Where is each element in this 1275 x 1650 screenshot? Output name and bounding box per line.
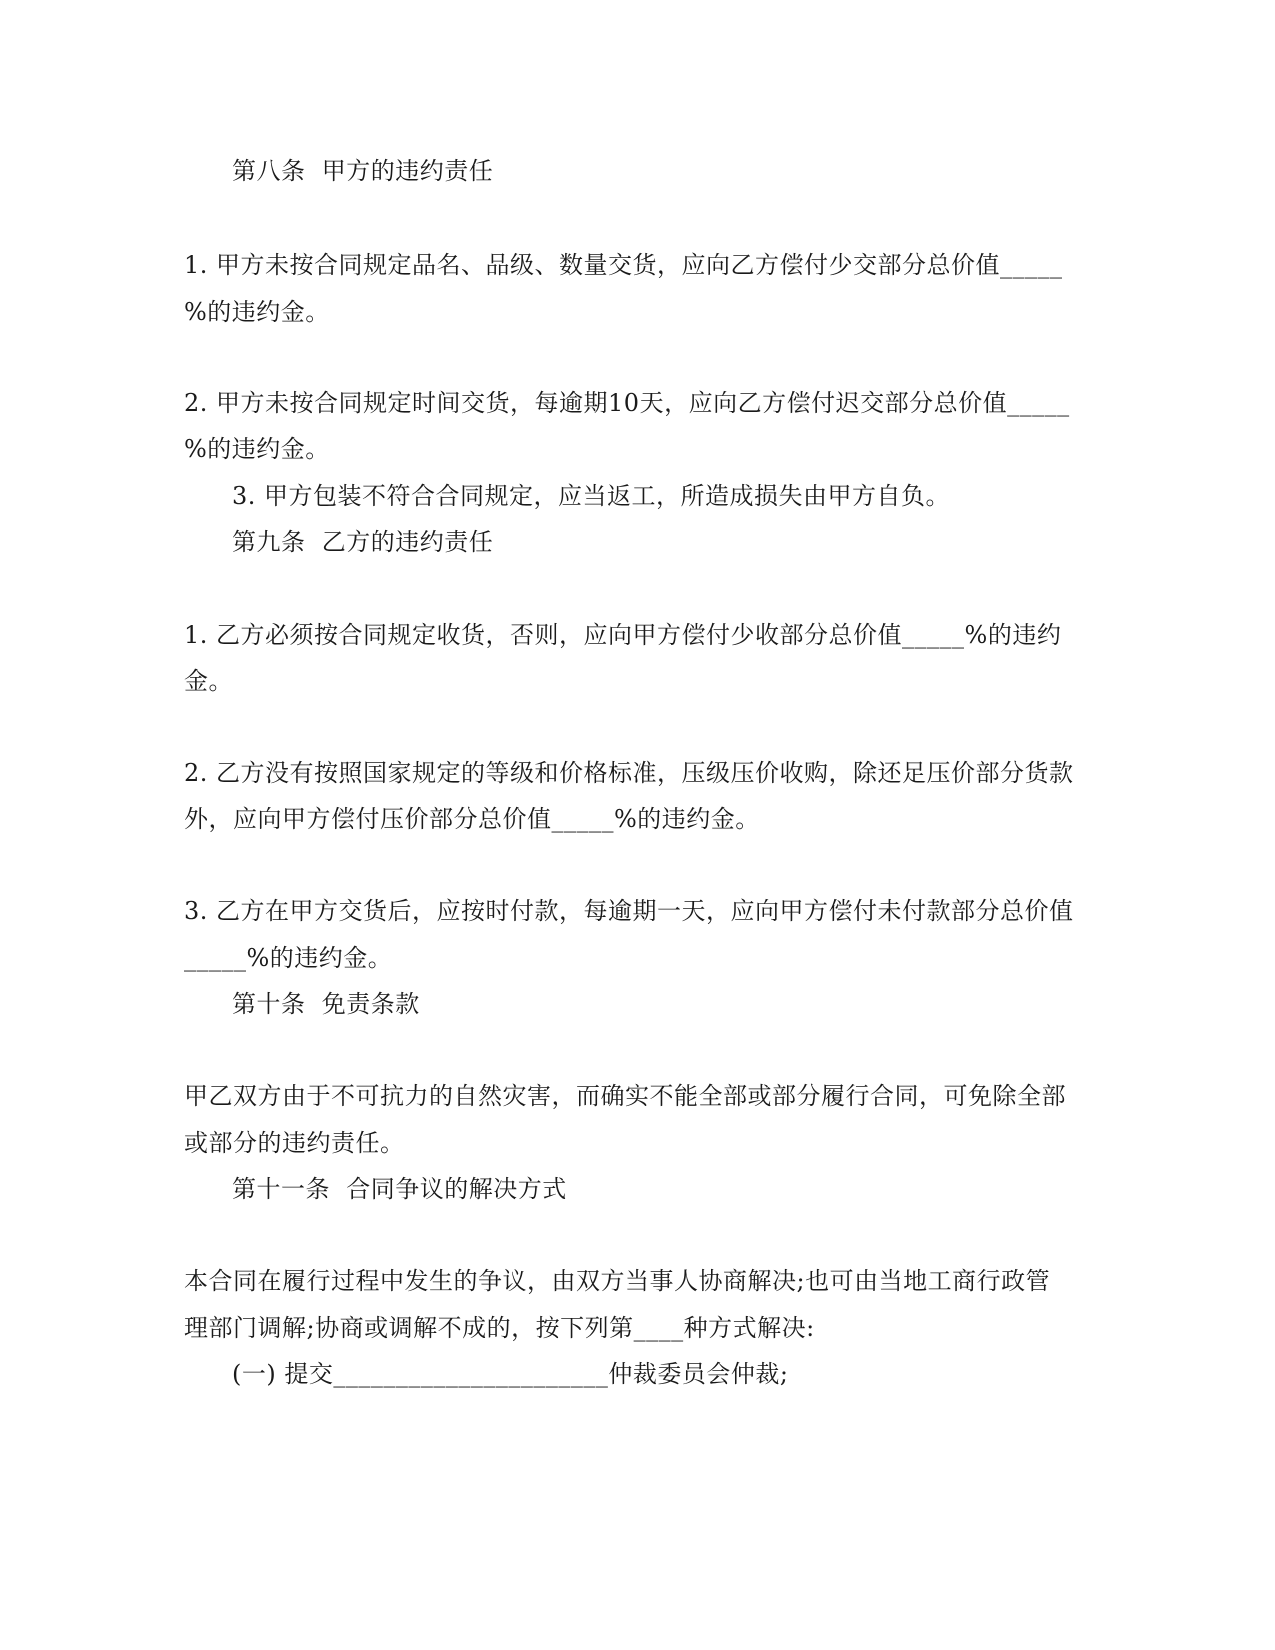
article-9-clause-1-line-1: 1. 乙方必须按合同规定收货，否则，应向甲方偿付少收部分总价值_____%的违约	[184, 621, 1062, 649]
article-8-clause-1-line-1: 1. 甲方未按合同规定品名、品级、数量交货，应向乙方偿付少交部分总价值_____	[184, 251, 1063, 279]
article-9-clause-2-line-1: 2. 乙方没有按照国家规定的等级和价格标准，压级压价收购，除还足压价部分货款	[184, 759, 1074, 787]
article-11-heading: 第十一条 合同争议的解决方式	[232, 1175, 567, 1203]
article-8-clause-1-line-2: %的违约金。	[184, 298, 330, 326]
article-10-heading: 第十条 免责条款	[232, 990, 420, 1018]
article-8-clause-2-line-2: %的违约金。	[184, 435, 330, 463]
article-8-heading: 第八条 甲方的违约责任	[232, 157, 494, 185]
article-9-clause-3-line-2: _____%的违约金。	[184, 944, 393, 972]
article-10-body-line-1: 甲乙双方由于不可抗力的自然灾害，而确实不能全部或部分履行合同，可免除全部	[184, 1082, 1066, 1110]
article-8-clause-2-line-1: 2. 甲方未按合同规定时间交货，每逾期10天，应向乙方偿付迟交部分总价值_____	[184, 389, 1070, 417]
article-9-clause-3-line-1: 3. 乙方在甲方交货后，应按时付款，每逾期一天，应向甲方偿付未付款部分总价值	[184, 897, 1074, 925]
article-9-clause-1-line-2: 金。	[184, 667, 233, 695]
article-9-clause-2-line-2: 外，应向甲方偿付压价部分总价值_____%的违约金。	[184, 805, 760, 833]
article-11-body-line-1: 本合同在履行过程中发生的争议，由双方当事人协商解决;也可由当地工商行政管	[184, 1267, 1051, 1295]
article-10-body-line-2: 或部分的违约责任。	[184, 1129, 405, 1157]
article-8-clause-3: 3. 甲方包装不符合合同规定，应当返工，所造成损失由甲方自负。	[232, 482, 951, 510]
article-9-heading: 第九条 乙方的违约责任	[232, 528, 494, 556]
article-11-option-1: (一) 提交______________________仲裁委员会仲裁;	[232, 1360, 789, 1388]
article-11-body-line-2: 理部门调解;协商或调解不成的，按下列第____种方式解决:	[184, 1314, 815, 1342]
